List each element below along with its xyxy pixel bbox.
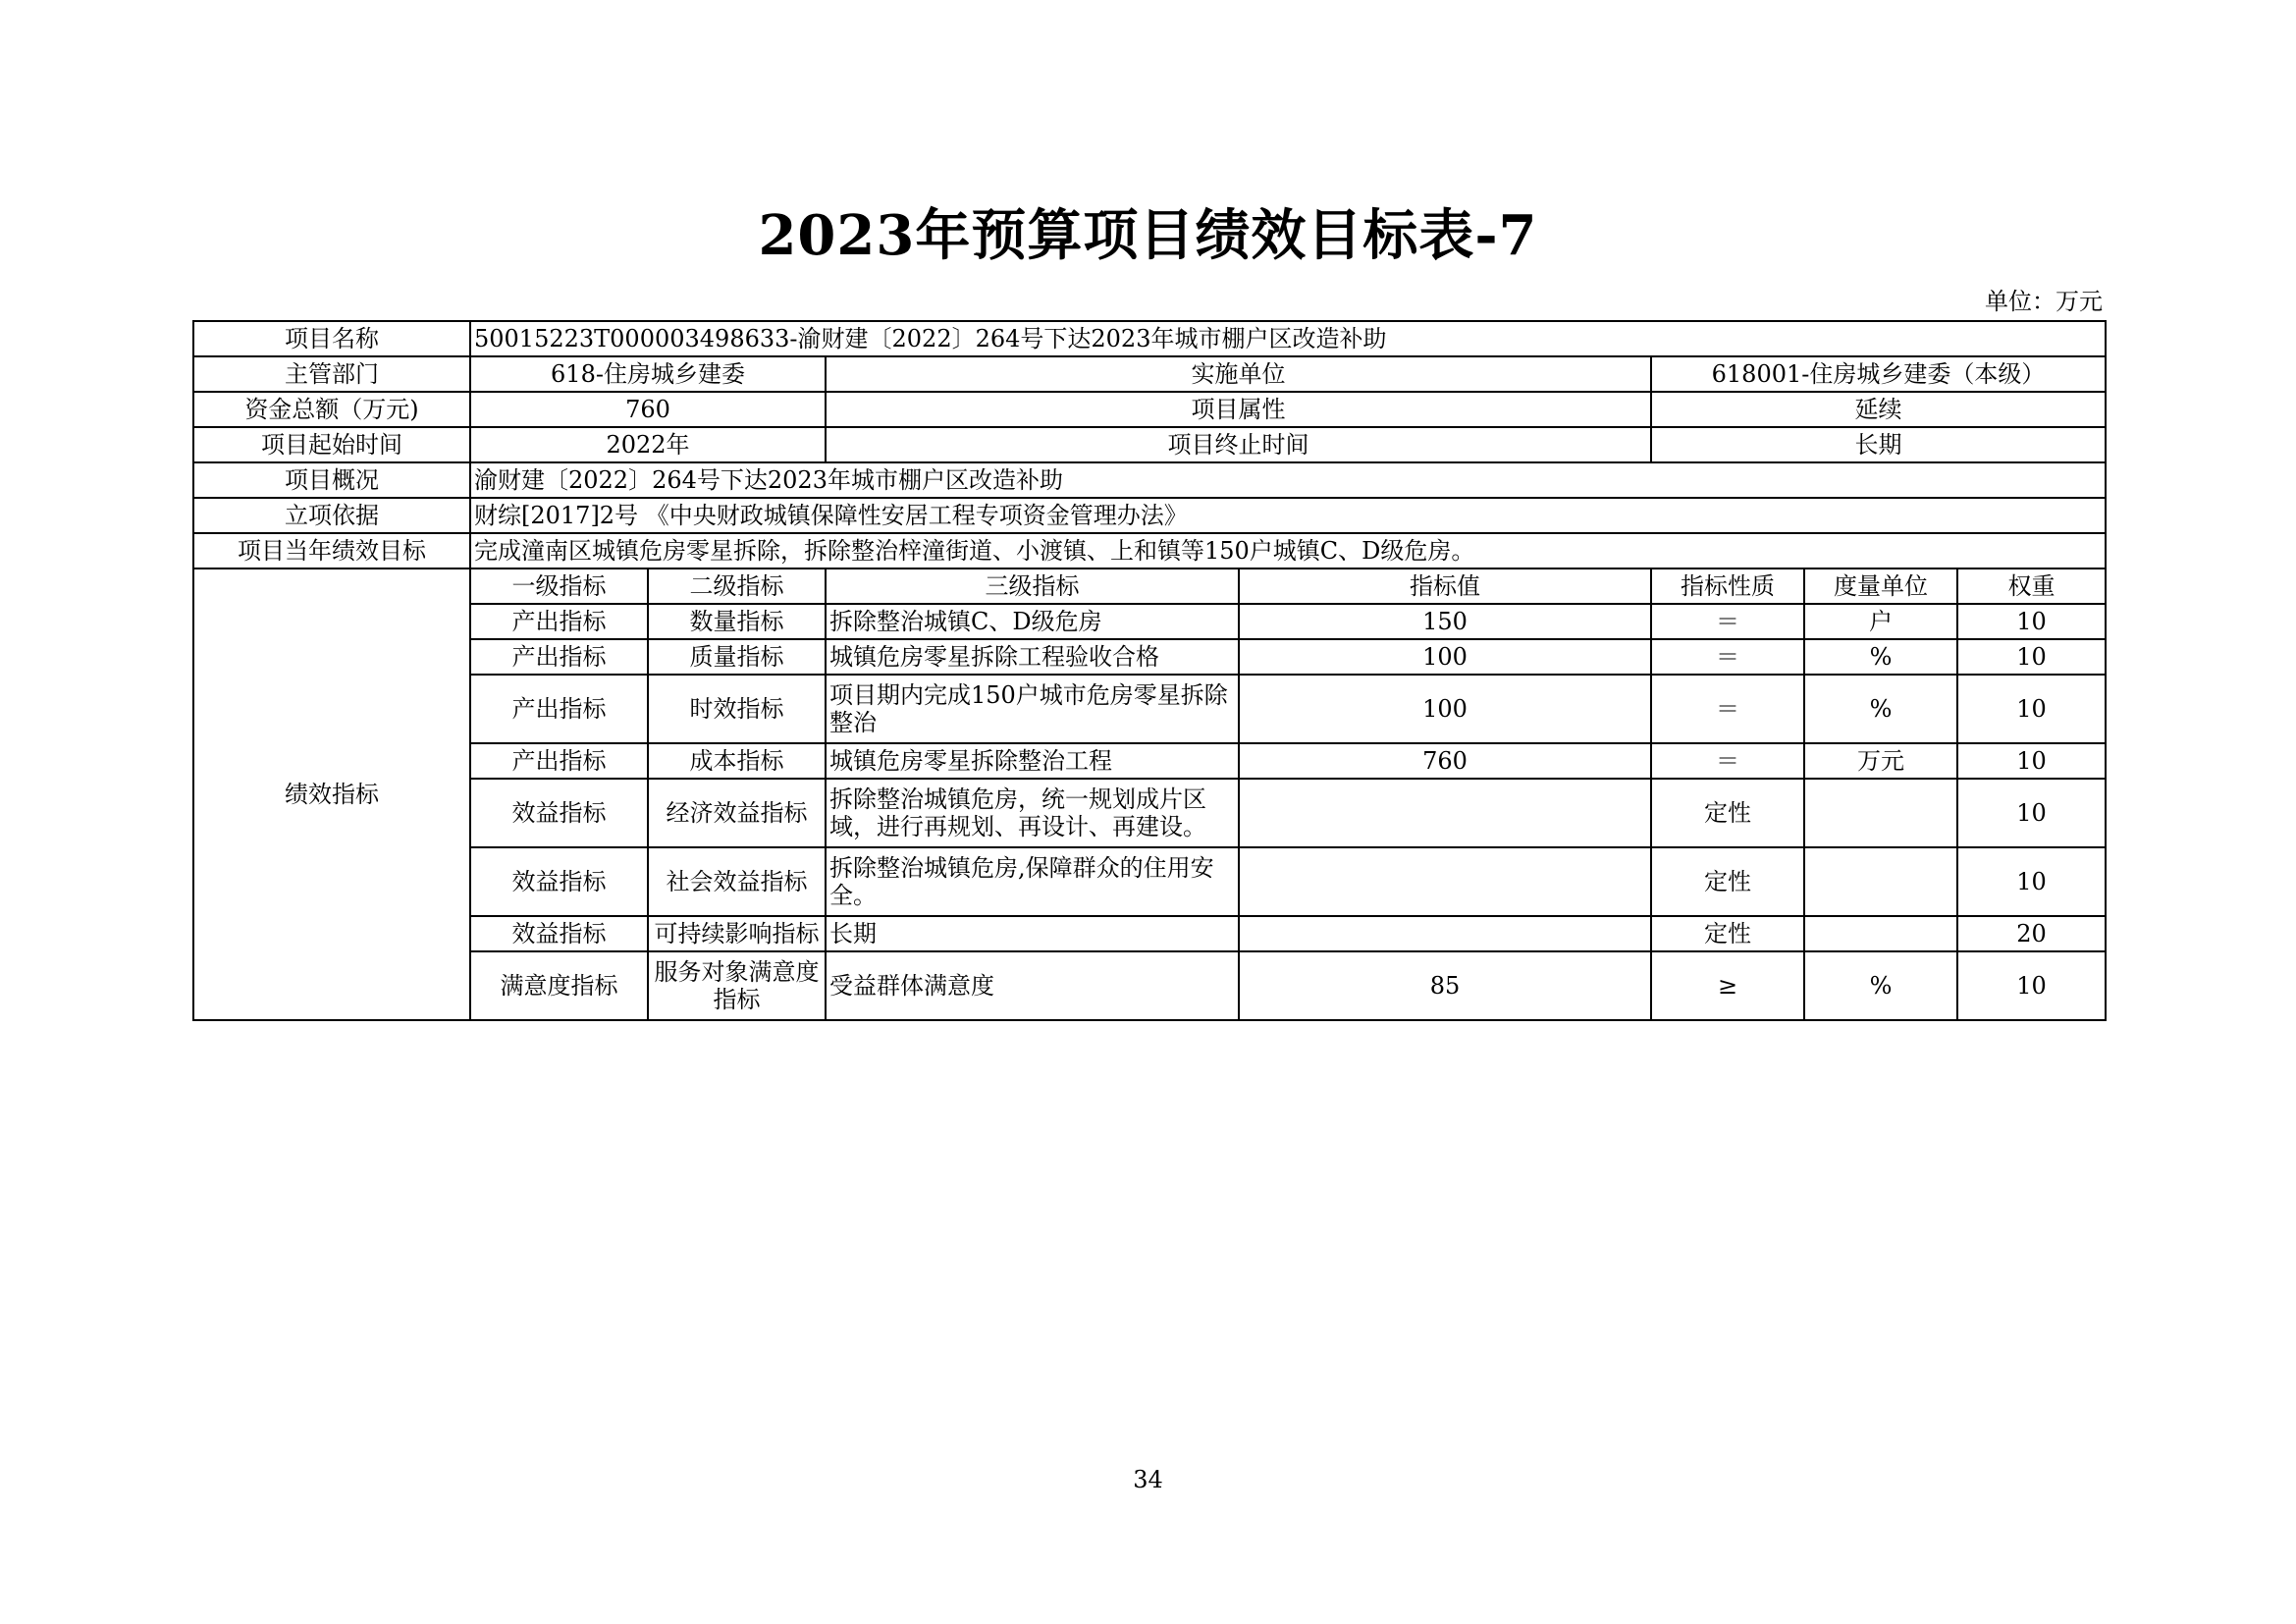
indicator-weight: 10 [1957, 779, 2106, 847]
row-basis [193, 498, 2106, 533]
overview-label: 项目概况 [193, 462, 470, 498]
indicator-nature: 定性 [1651, 847, 1804, 916]
indicator-l2: 服务对象满意度指标 [648, 951, 826, 1020]
start-label: 项目起始时间 [193, 427, 470, 462]
indicator-value: 100 [1239, 675, 1651, 743]
row-time [193, 427, 2106, 462]
indicator-l3: 城镇危房零星拆除工程验收合格 [826, 639, 1239, 675]
dept-value: 618-住房城乡建委 [470, 356, 826, 392]
indicator-l3: 受益群体满意度 [826, 951, 1239, 1020]
project-name-value: 50015223T000003498633-渝财建〔2022〕264号下达2023年城市棚户区改造补助 [470, 321, 2106, 356]
basis-value: 财综[2017]2号 《中央财政城镇保障性安居工程专项资金管理办法》 [470, 498, 2106, 533]
indicator-l3: 项目期内完成150户城市危房零星拆除整治 [826, 675, 1239, 743]
indicator-nature: ≥ [1651, 951, 1804, 1020]
indicator-weight: 10 [1957, 639, 2106, 675]
indicator-value [1239, 847, 1651, 916]
indicator-unit: 户 [1804, 604, 1957, 639]
table-row [193, 743, 2106, 779]
table-row [193, 951, 2106, 1020]
end-label: 项目终止时间 [826, 427, 1651, 462]
row-funds [193, 392, 2106, 427]
indicator-l1: 效益指标 [470, 916, 648, 951]
header-nature: 指标性质 [1651, 568, 1804, 604]
project-name-label: 项目名称 [193, 321, 470, 356]
indicator-l2: 社会效益指标 [648, 847, 826, 916]
indicator-weight: 10 [1957, 951, 2106, 1020]
table-row [193, 779, 2106, 847]
indicator-l1: 产出指标 [470, 604, 648, 639]
unit-label: 单位：万元 [1985, 288, 2103, 315]
indicator-weight: 10 [1957, 743, 2106, 779]
overview-value: 渝财建〔2022〕264号下达2023年城市棚户区改造补助 [470, 462, 2106, 498]
funds-value: 760 [470, 392, 826, 427]
goal-label: 项目当年绩效目标 [193, 533, 470, 568]
indicator-nature: ＝ [1651, 639, 1804, 675]
indicator-nature: 定性 [1651, 779, 1804, 847]
impl-unit-label: 实施单位 [826, 356, 1651, 392]
goal-value: 完成潼南区城镇危房零星拆除，拆除整治梓潼街道、小渡镇、上和镇等150户城镇C、D级危房。 [470, 533, 2106, 568]
table-row [193, 847, 2106, 916]
indicator-header-row [193, 568, 2106, 604]
indicator-l1: 产出指标 [470, 743, 648, 779]
indicator-value: 85 [1239, 951, 1651, 1020]
basis-label: 立项依据 [193, 498, 470, 533]
attr-label: 项目属性 [826, 392, 1651, 427]
indicator-value: 760 [1239, 743, 1651, 779]
table-row [193, 916, 2106, 951]
row-project-name [193, 321, 2106, 356]
funds-label: 资金总额（万元) [193, 392, 470, 427]
header-unit: 度量单位 [1804, 568, 1957, 604]
indicator-l3: 拆除整治城镇危房,保障群众的住用安全。 [826, 847, 1239, 916]
header-weight: 权重 [1957, 568, 2106, 604]
indicator-l2: 质量指标 [648, 639, 826, 675]
indicator-weight: 10 [1957, 675, 2106, 743]
indicator-l1: 产出指标 [470, 639, 648, 675]
indicator-section-label: 绩效指标 [193, 568, 470, 1020]
indicator-unit: 万元 [1804, 743, 1957, 779]
indicator-unit: % [1804, 639, 1957, 675]
page-number: 34 [1133, 1466, 1163, 1493]
indicator-l1: 产出指标 [470, 675, 648, 743]
indicator-unit [1804, 847, 1957, 916]
dept-label: 主管部门 [193, 356, 470, 392]
indicator-l3: 长期 [826, 916, 1239, 951]
start-value: 2022年 [470, 427, 826, 462]
row-overview [193, 462, 2106, 498]
indicator-weight: 20 [1957, 916, 2106, 951]
table-row [193, 639, 2106, 675]
indicator-l1: 效益指标 [470, 847, 648, 916]
row-goal [193, 533, 2106, 568]
attr-value: 延续 [1651, 392, 2106, 427]
indicator-weight: 10 [1957, 847, 2106, 916]
indicator-unit: % [1804, 675, 1957, 743]
end-value: 长期 [1651, 427, 2106, 462]
performance-table [192, 320, 2107, 1021]
indicator-l1: 效益指标 [470, 779, 648, 847]
indicator-nature: ＝ [1651, 604, 1804, 639]
indicator-unit [1804, 916, 1957, 951]
indicator-value [1239, 779, 1651, 847]
indicator-nature: ＝ [1651, 675, 1804, 743]
indicator-weight: 10 [1957, 604, 2106, 639]
indicator-value [1239, 916, 1651, 951]
header-l1: 一级指标 [470, 568, 648, 604]
indicator-value: 100 [1239, 639, 1651, 675]
table-row [193, 675, 2106, 743]
indicator-l3: 拆除整治城镇C、D级危房 [826, 604, 1239, 639]
indicator-l3: 城镇危房零星拆除整治工程 [826, 743, 1239, 779]
indicator-unit: % [1804, 951, 1957, 1020]
indicator-l2: 时效指标 [648, 675, 826, 743]
indicator-l2: 经济效益指标 [648, 779, 826, 847]
table-row [193, 604, 2106, 639]
indicator-nature: ＝ [1651, 743, 1804, 779]
indicator-value: 150 [1239, 604, 1651, 639]
indicator-l3: 拆除整治城镇危房，统一规划成片区域，进行再规划、再设计、再建设。 [826, 779, 1239, 847]
page-title: 2023年预算项目绩效目标表-7 [758, 203, 1538, 268]
row-dept [193, 356, 2106, 392]
indicator-l2: 成本指标 [648, 743, 826, 779]
indicator-l1: 满意度指标 [470, 951, 648, 1020]
header-l3: 三级指标 [826, 568, 1239, 604]
indicator-l2: 可持续影响指标 [648, 916, 826, 951]
indicator-unit [1804, 779, 1957, 847]
indicator-nature: 定性 [1651, 916, 1804, 951]
impl-unit-value: 618001-住房城乡建委（本级） [1651, 356, 2106, 392]
header-l2: 二级指标 [648, 568, 826, 604]
header-value: 指标值 [1239, 568, 1651, 604]
indicator-l2: 数量指标 [648, 604, 826, 639]
